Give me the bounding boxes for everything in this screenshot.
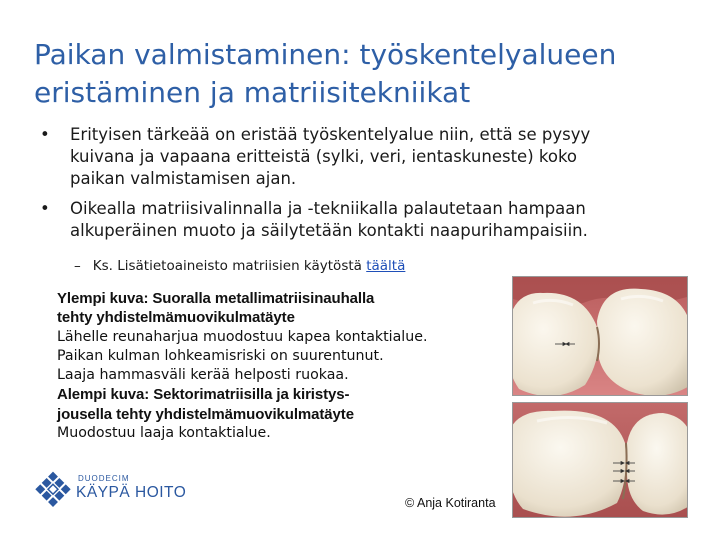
sub-bullet-text: Ks. Lisätietoaineisto matriisien käytöstä <box>92 258 362 274</box>
bullet-list <box>30 124 690 250</box>
upper-caption-text: Paikan kulman lohkeamisriski on suurentunut. <box>57 347 384 364</box>
lower-caption-text: Muodostuu laaja kontaktialue. <box>57 425 271 442</box>
upper-caption-heading: Ylempi kuva: Suoralla metallimatriisinauhalla <box>57 290 375 307</box>
bullet-marker: • <box>40 125 50 144</box>
title-line-2: eristäminen ja matriisitekniikat <box>34 76 471 109</box>
bullet-line: Oikealla matriisivalinnalla ja -tekniikalla palautetaan hampaan <box>70 199 586 218</box>
bullet-item <box>30 124 690 190</box>
logo-organization: DUODECIM <box>78 474 130 483</box>
lower-teeth-image <box>513 403 687 517</box>
sub-bullet-marker: – <box>74 258 81 274</box>
photo-copyright: © Anja Kotiranta <box>405 496 496 510</box>
upper-teeth-image <box>513 277 687 395</box>
bullet-line: alkuperäinen muoto ja säilytetään kontakti naapurihampaisiin. <box>70 221 588 240</box>
upper-dental-photo <box>512 276 688 396</box>
more-info-link[interactable]: täältä <box>366 258 406 274</box>
slide-title <box>34 36 694 112</box>
lower-dental-photo <box>512 402 688 518</box>
diamond-lattice-icon <box>35 472 70 507</box>
image-caption <box>57 289 517 443</box>
bullet-item <box>30 198 690 242</box>
sub-bullet <box>74 256 405 276</box>
bullet-marker: • <box>40 199 50 218</box>
bullet-line: kuivana ja vapaana eritteistä (sylki, veri, ientaskuneste) koko <box>70 147 578 166</box>
bullet-line: Erityisen tärkeää on eristää työskentelyalue niin, että se pysyy <box>70 125 591 144</box>
upper-caption-text: Lähelle reunaharjua muodostuu kapea kontaktialue. <box>57 328 428 345</box>
bullet-line: paikan valmistamisen ajan. <box>70 169 297 188</box>
upper-caption-text: Laaja hammasväli kerää helposti ruokaa. <box>57 367 349 384</box>
lower-caption-heading: Alempi kuva: Sektorimatriisilla ja kiristys- <box>57 386 350 404</box>
lower-caption-heading: jousella tehty yhdistelmämuovikulmatäyte <box>57 405 354 423</box>
title-line-1: Paikan valmistaminen: työskentelyalueen <box>34 38 617 71</box>
logo-brand-name: KÄYPÄ HOITO <box>76 484 187 501</box>
upper-caption-heading: tehty yhdistelmämuovikulmatäyte <box>57 309 295 327</box>
